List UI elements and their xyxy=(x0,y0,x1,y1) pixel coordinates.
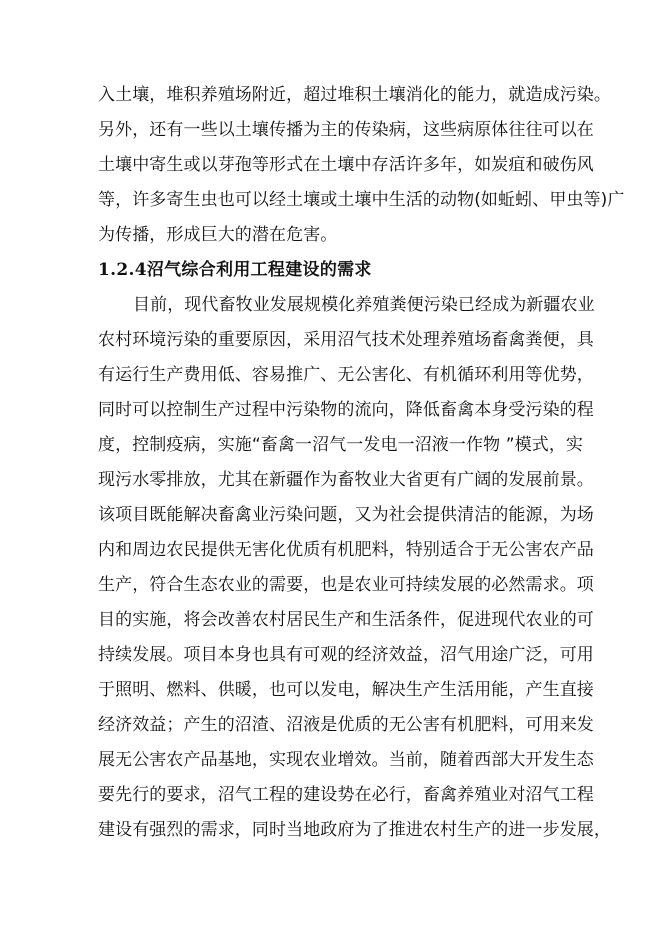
paragraph-1-line: 土壤中寄生或以芽孢等形式在土壤中存活许多年，如炭疽和破伤风 xyxy=(98,155,594,175)
paragraph-2-line: 展无公害农产品基地，实现农业增效。当前，随着西部大开发生态 xyxy=(98,750,594,770)
paragraph-2-line: 现污水零排放，尤其在新疆作为畜牧业大省更有广阔的发展前景。 xyxy=(98,470,594,490)
paragraph-2-line: 生产，符合生态农业的需要，也是农业可持续发展的必然需求。项 xyxy=(98,575,594,595)
paragraph-2-line: 有运行生产费用低、容易推广、无公害化、有机循环利用等优势， xyxy=(98,365,594,385)
paragraph-1-line: 为传播，形成巨大的潜在危害。 xyxy=(98,225,338,245)
paragraph-2-line: 内和周边农民提供无害化优质有机肥料，特别适合于无公害农产品 xyxy=(98,540,594,560)
paragraph-2-line: 该项目既能解决畜禽业污染问题，又为社会提供清洁的能源，为场 xyxy=(98,505,594,525)
section-heading: 1.2.4沼气综合利用工程建设的需求 xyxy=(98,260,372,280)
paragraph-2-line: 于照明、燃料、供暖，也可以发电，解决生产生活用能，产生直接 xyxy=(98,680,594,700)
paragraph-2-line: 目的实施，将会改善农村居民生产和生活条件，促进现代农业的可 xyxy=(98,610,594,630)
paragraph-2-line: 建设有强烈的需求，同时当地政府为了推进农村生产的进一步发展， xyxy=(98,820,611,840)
paragraph-2-line: 目前，现代畜牧业发展规模化养殖粪便污染已经成为新疆农业 xyxy=(133,295,595,315)
paragraph-2-line: 持续发展。项目本身也具有可观的经济效益，沼气用途广泛，可用 xyxy=(98,645,594,665)
paragraph-2-line: 经济效益；产生的沼渣、沼液是优质的无公害有机肥料，可用来发 xyxy=(98,715,594,735)
paragraph-2-line: 同时可以控制生产过程中污染物的流向，降低畜禽本身受污染的程 xyxy=(98,400,594,420)
paragraph-1-line: 等，许多寄生虫也可以经土壤或土壤中生活的动物(如蚯蚓、甲虫等)广 xyxy=(98,190,625,210)
paragraph-2-line: 度，控制疫病，实施“畜禽一沼气一发电一沼液一作物 ”模式，实 xyxy=(98,435,584,455)
paragraph-2-line: 农村环境污染的重要原因，采用沼气技术处理养殖场畜禽粪便，具 xyxy=(98,330,594,350)
paragraph-2-line: 要先行的要求，沼气工程的建设势在必行，畜禽养殖业对沼气工程 xyxy=(98,785,594,805)
paragraph-1-line: 另外，还有一些以土壤传播为主的传染病，这些病原体往往可以在 xyxy=(98,120,594,140)
paragraph-1-line: 入土壤，堆积养殖场附近，超过堆积土壤消化的能力，就造成污染。 xyxy=(98,85,611,105)
